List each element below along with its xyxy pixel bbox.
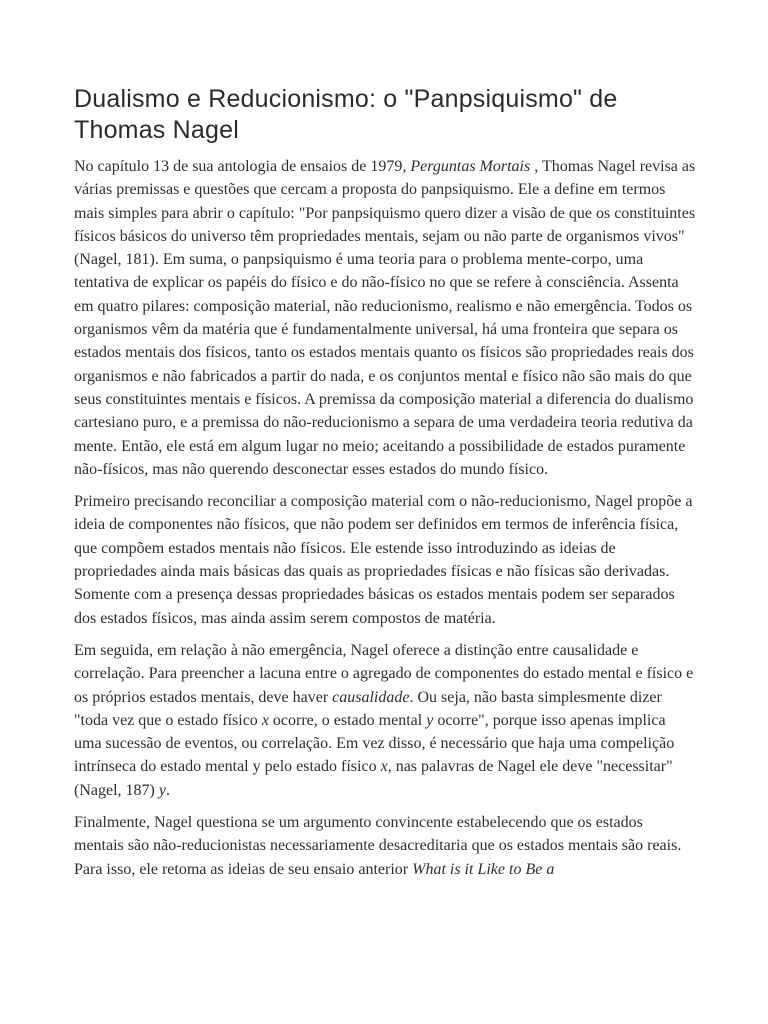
- emphasis-causalidade: causalidade: [332, 688, 410, 706]
- paragraph-4: [74, 811, 696, 881]
- paragraph-4-text-a: Finalmente, Nagel questiona se um argumento convincente estabelecendo que os estados mentais são não-reducionistas necessariamente desacreditaria que os estados mentais são reais. Para isso, ele retoma as ideias de seu ensaio anterior: [74, 814, 682, 878]
- paragraph-3-text-k: .: [165, 781, 170, 799]
- paragraph-3-text-c: . Ou seja, não basta simplesmente dizer "toda vez que o estado físico: [74, 688, 662, 729]
- paragraph-3-text-g: ocorre", porque isso apenas implica uma sucessão de eventos, ou correlação. Em vez disso, é necessário que haja uma compelição intrínseca do estado mental y pelo estado físico: [74, 711, 675, 776]
- variable-y: y: [426, 711, 434, 729]
- paragraph-1-text-c: , Thomas Nagel revisa as várias premissas e questões que cercam a proposta do panpsiquismo. Ele a define em termos mais simples para abrir o capítulo: "Por panpsiquismo quero dizer a visão de que os constituintes físicos básicos do universo têm propriedades mentais, sejam ou não parte de organismos vivos" (Nagel, 181). Em suma, o panpsiquismo é uma teoria para o problema mente-corpo, uma tentativa de explicar os papéis do físico e do não-físico no que se refere à consciência. Assenta em quatro pilares: composição material, não reducionismo, realismo e não emergência. Todos os organismos vêm da matéria que é fundamentalmente universal, há uma fronteira que separa os estados mentais dos físicos, tanto os estados mentais quanto os físicos são propriedades reais dos organismos e não fabricados a partir do nada, e os conjuntos mental e físico não são mais do que seus constituintes mentais e físicos. A premissa da composição material a diferencia do dualismo cartesiano puro, e a premissa do não-reducionismo a separa de uma verdadeira teoria redutiva da mente. Então, ele está em algum lugar no meio; aceitando a possibilidade de estados puramente não-físicos, mas não querendo desconectar esses estados do mundo físico.: [74, 158, 696, 478]
- variable-x-2: x: [380, 758, 388, 776]
- paragraph-1: [74, 155, 696, 481]
- paragraph-2: Primeiro precisando reconciliar a composição material com o não-reducionismo, Nagel propõe a ideia de componentes não físicos, que não podem ser definidos em termos de inferência física, que compõem estados mentais não físicos. Ele estende isso introduzindo as ideias de propriedades ainda mais básicas das quais as propriedades físicas e não físicas são derivadas. Somente com a presença dessas propriedades básicas os estados mentais podem ser separados dos estados físicos, mas ainda assim serem compostos de matéria.: [74, 493, 693, 627]
- paragraph-3-text-i: , nas palavras de Nagel ele deve "necessitar" (Nagel, 187): [74, 758, 673, 799]
- variable-y-2: y: [158, 781, 166, 799]
- variable-x: x: [261, 711, 269, 729]
- article-title: Dualismo e Reducionismo: o "Panpsiquismo" de Thomas Nagel: [74, 85, 618, 144]
- essay-title-what-is-it-like: What is it Like to Be a: [412, 860, 555, 878]
- paragraph-3: [74, 639, 696, 802]
- paragraph-1-text-a: No capítulo 13 de sua antologia de ensaios de 1979,: [74, 158, 411, 175]
- paragraph-3-text-e: ocorre, o estado mental: [268, 711, 427, 729]
- article: [74, 84, 696, 890]
- paragraph-3-text-a: Em seguida, em relação à não emergência, Nagel oferece a distinção entre causalidade e correlação. Para preencher a lacuna entre o agregado de componentes do estado mental e físico e os próprios estados mentais, deve haver: [74, 641, 694, 706]
- book-title-perguntas-mortais: Perguntas Mortais: [410, 158, 531, 175]
